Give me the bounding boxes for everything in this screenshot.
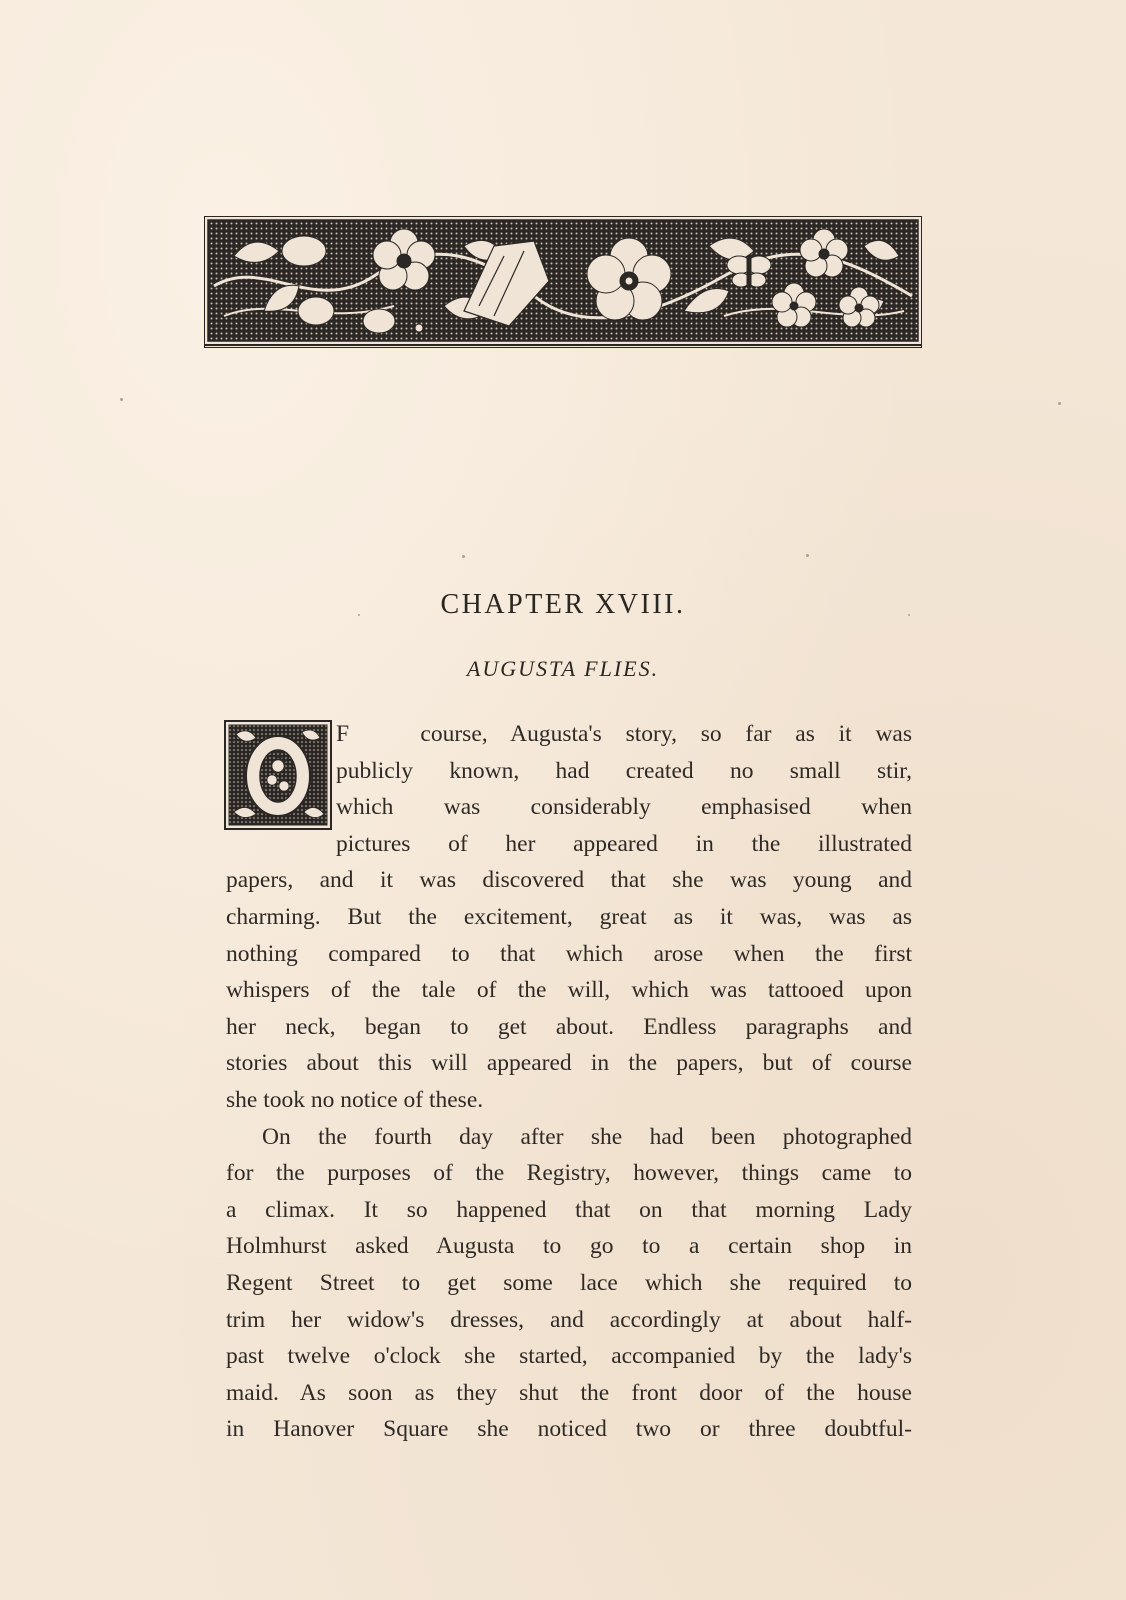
paper-speck bbox=[358, 614, 360, 616]
text-line: for the purposes of the Registry, however, things came to bbox=[226, 1160, 912, 1187]
text-line: whispers of the tale of the will, which was tattooed upon bbox=[226, 977, 912, 1004]
chapter-subtitle: AUGUSTA FLIES. bbox=[466, 656, 660, 681]
text-line: which was considerably emphasised when bbox=[336, 794, 912, 821]
paper-speck bbox=[806, 554, 809, 557]
first-letter: F bbox=[336, 721, 350, 747]
text-line: pictures of her appeared in the illustrated bbox=[336, 830, 912, 857]
text-line: in Hanover Square she noticed two or three doubtful- bbox=[226, 1416, 912, 1443]
paper-speck bbox=[908, 614, 910, 616]
text-line: her neck, began to get about. Endless paragraphs and bbox=[226, 1013, 912, 1040]
text-line: she took no notice of these. bbox=[226, 1086, 484, 1113]
paragraph-2 bbox=[226, 1119, 912, 1448]
paper-speck bbox=[1058, 402, 1061, 405]
text-line: a climax. It so happened that on that morning Lady bbox=[226, 1196, 912, 1223]
text-line: maid. As soon as they shut the front door of the house bbox=[226, 1379, 912, 1406]
ornate-initial-o-icon bbox=[224, 720, 332, 830]
text-line: nothing compared to that which arose when the first bbox=[226, 940, 912, 967]
text-line: On the fourth day after she had been photographed bbox=[262, 1123, 912, 1150]
chapter-title: CHAPTER XVIII. bbox=[440, 589, 686, 620]
paper-speck bbox=[462, 555, 465, 558]
text-line: trim her widow's dresses, and accordingly at about half- bbox=[226, 1306, 912, 1333]
text-line: publicly known, had created no small stir, bbox=[336, 757, 912, 784]
text-line: Holmhurst asked Augusta to go to a certain shop in bbox=[226, 1233, 912, 1260]
paragraph-1-opening bbox=[336, 716, 912, 862]
text-line: papers, and it was discovered that she was young and bbox=[226, 867, 912, 894]
text-line: charming. But the excitement, great as it was, was as bbox=[226, 903, 912, 930]
text-line: stories about this will appeared in the papers, but of course bbox=[226, 1050, 912, 1077]
text-line: past twelve o'clock she started, accompanied by the lady's bbox=[226, 1343, 912, 1370]
paper-speck bbox=[120, 398, 123, 401]
paragraph-1-body bbox=[226, 862, 912, 1118]
floral-headpiece-icon bbox=[204, 216, 922, 348]
text-line: F course, Augusta's story, so far as it was bbox=[336, 721, 913, 747]
text-line: Regent Street to get some lace which she required to bbox=[226, 1269, 912, 1296]
